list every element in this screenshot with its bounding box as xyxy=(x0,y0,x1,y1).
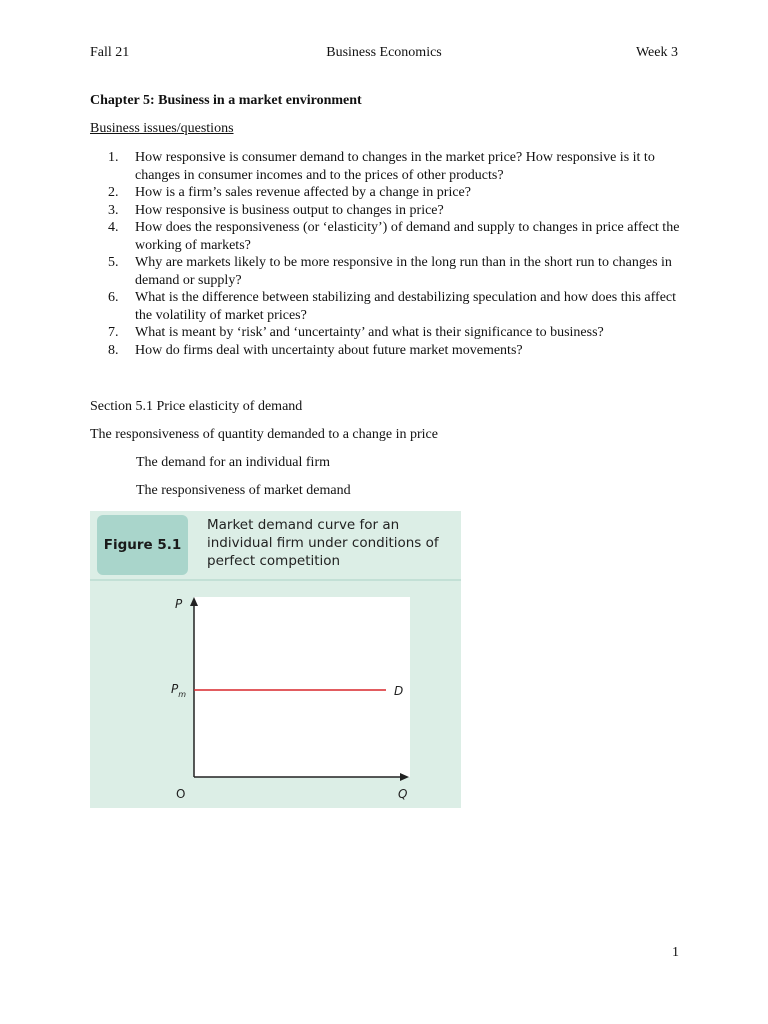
figure-5-1 xyxy=(90,511,461,808)
list-item-number: 3. xyxy=(108,202,119,218)
point-market-demand: The responsiveness of market demand xyxy=(136,483,351,498)
page-number: 1 xyxy=(672,945,679,960)
list-item-number: 7. xyxy=(108,325,119,340)
list-item-number: 5. xyxy=(108,255,119,270)
section-heading: Section 5.1 Price elasticity of demand xyxy=(90,399,303,414)
header-week: Week 3 xyxy=(635,45,678,60)
list-item xyxy=(108,324,688,342)
issues-heading: Business issues/questions xyxy=(90,121,234,136)
x-axis-label: Q xyxy=(398,787,408,801)
price-label xyxy=(171,682,186,699)
demand-curve-plot xyxy=(90,511,461,808)
chapter-title: Chapter 5: Business in a market environment xyxy=(90,93,362,108)
header-subject: Business Economics xyxy=(326,45,442,60)
list-item-number: 2. xyxy=(108,185,119,200)
y-axis-label: P xyxy=(175,597,183,611)
list-item-number: 4. xyxy=(108,220,119,235)
list-item-number: 1. xyxy=(108,150,119,165)
price-label-main: P xyxy=(171,682,179,696)
list-item-text: How is a firm’s sales revenue affected by a change in price? xyxy=(135,185,471,200)
list-item-number: 6. xyxy=(108,290,119,305)
list-item xyxy=(108,184,688,202)
definition-text: The responsiveness of quantity demanded to a change in price xyxy=(90,427,438,442)
price-label-subscript: m xyxy=(178,690,187,699)
list-item xyxy=(108,342,688,360)
list-item xyxy=(108,149,688,184)
list-item xyxy=(108,219,688,254)
list-item-text: How does the responsiveness (or ‘elasticity’) of demand and supply to changes in price affect the working of markets? xyxy=(135,220,680,253)
list-item-text: Why are markets likely to be more responsive in the long run than in the short run to changes in demand or supply? xyxy=(135,255,672,288)
list-item-text: How do firms deal with uncertainty about future market movements? xyxy=(135,342,523,358)
list-item xyxy=(108,254,688,289)
figure-label: Figure 5.1 xyxy=(97,515,188,575)
list-item xyxy=(108,289,688,324)
figure-caption: Market demand curve for an individual firm under conditions of perfect competition xyxy=(207,517,439,569)
list-item-text: How responsive is business output to changes in price? xyxy=(135,202,444,218)
list-item-number: 8. xyxy=(108,342,119,358)
origin-label: O xyxy=(176,787,186,801)
plot-area xyxy=(194,597,410,777)
curve-label: D xyxy=(394,684,404,698)
questions-list xyxy=(108,149,688,359)
header-course: Fall 21 xyxy=(90,45,130,60)
list-item xyxy=(108,202,688,220)
point-individual-firm: The demand for an individual firm xyxy=(136,455,330,470)
list-item-text: How responsive is consumer demand to changes in the market price? How responsive is it to changes in consumer incomes and to the prices of other products? xyxy=(135,150,655,183)
list-item-text: What is meant by ‘risk’ and ‘uncertainty’ and what is their significance to business? xyxy=(135,325,604,340)
list-item-text: What is the difference between stabilizing and destabilizing speculation and how does this affect the volatility of market prices? xyxy=(135,290,677,323)
